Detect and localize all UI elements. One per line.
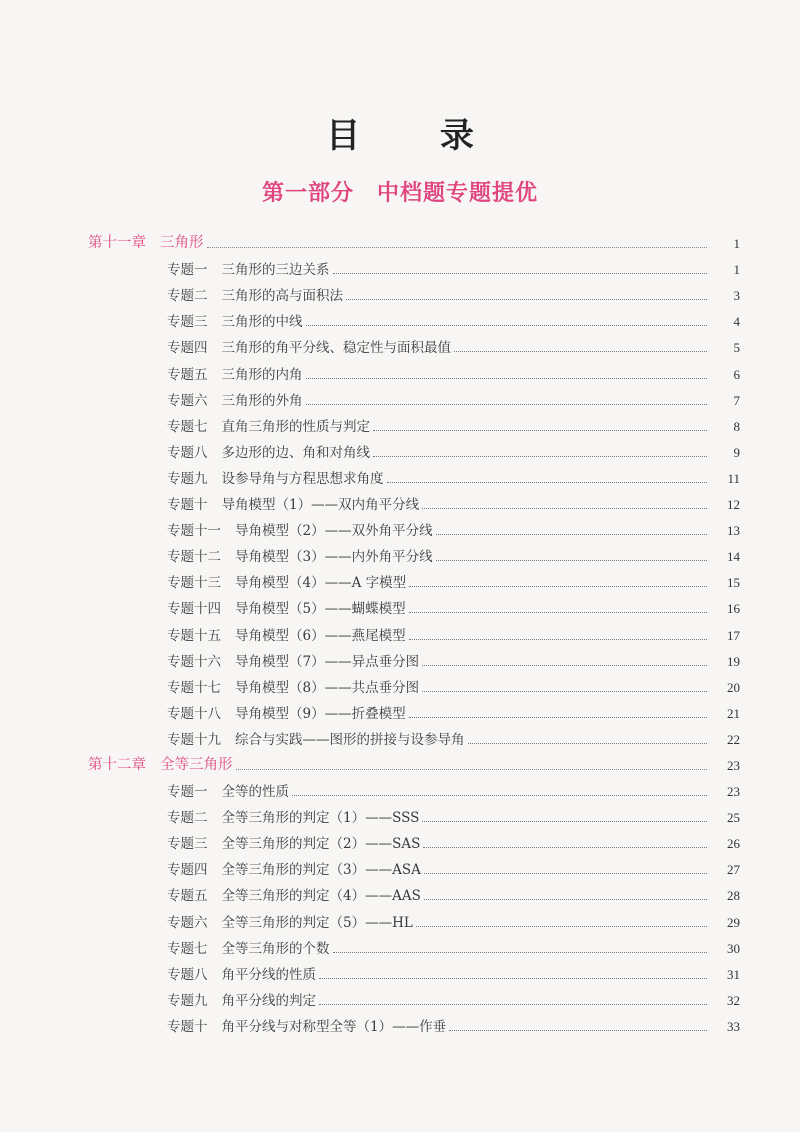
page-number: 23 [727,784,740,800]
toc-chapter-entry[interactable] [0,748,740,774]
toc-entry-label [167,310,303,330]
page-number: 5 [733,340,740,356]
page-number: 9 [733,444,740,460]
toc-entry-label [167,571,406,591]
topic-number: 专题十六 [167,653,221,670]
topic-number: 专题九 [167,470,208,487]
toc-topic-entry[interactable] [0,617,740,643]
dot-leader [333,273,708,274]
topic-name: 全等的性质 [221,784,289,801]
toc-topic-entry[interactable] [0,461,740,487]
table-of-contents [0,226,800,1035]
topic-number: 专题六 [167,914,208,931]
toc-topic-entry[interactable] [0,278,740,304]
topic-number: 专题九 [167,992,208,1009]
topic-name: 全等三角形的个数 [221,940,330,957]
page-number: 12 [727,497,740,513]
dot-leader [346,299,707,300]
dot-leader [449,1030,707,1031]
toc-entry-label [167,363,303,383]
toc-entry-label [167,284,343,304]
toc-entry-label [167,806,419,826]
page-number: 6 [733,366,740,382]
page-number: 1 [733,236,740,252]
topic-number: 专题十八 [167,705,221,722]
page-number: 21 [727,705,740,721]
toc-topic-entry[interactable] [0,826,740,852]
toc-entry-label [167,389,303,409]
chapter-number: 第十一章 [88,235,146,252]
toc-topic-entry[interactable] [0,670,740,696]
toc-topic-entry[interactable] [0,304,740,330]
topic-name: 设参导角与方程思想求角度 [221,470,384,487]
page-number: 8 [733,418,740,434]
topic-name: 导角模型（6）——燕尾模型 [235,627,406,644]
page-number: 32 [727,992,740,1008]
dot-leader [436,560,707,561]
topic-number: 专题七 [167,418,208,435]
toc-entry-label [167,989,316,1009]
topic-name: 三角形的高与面积法 [221,288,343,305]
toc-entry-label [167,1015,446,1035]
page-number: 31 [727,966,740,982]
dot-leader [333,952,708,953]
page-number: 19 [727,653,740,669]
toc-entry-label [88,231,204,252]
toc-topic-entry[interactable] [0,591,740,617]
dot-leader [373,430,707,431]
toc-entry-label [167,858,421,878]
toc-topic-entry[interactable] [0,852,740,878]
topic-number: 专题一 [167,262,208,279]
toc-topic-entry[interactable] [0,252,740,278]
toc-entry-label [167,832,420,852]
topic-name: 多边形的边、角和对角线 [221,444,370,461]
dot-leader [409,717,707,718]
page-number: 3 [733,288,740,304]
toc-entry-label [167,467,384,487]
page-number: 20 [727,679,740,695]
topic-number: 专题十七 [167,679,221,696]
dot-leader [207,247,708,248]
topic-name: 角平分线与对称型全等（1）——作垂 [221,1018,447,1035]
dot-leader [424,873,707,874]
topic-name: 全等三角形的判定（2）——SAS [221,836,421,853]
topic-number: 专题十五 [167,627,221,644]
page-title: 目 录 [326,116,508,156]
dot-leader [306,325,708,326]
toc-entry-label [167,884,421,904]
toc-topic-entry[interactable] [0,800,740,826]
topic-name: 三角形的三边关系 [221,262,330,279]
topic-name: 直角三角形的性质与判定 [221,418,370,435]
toc-entry-label [167,415,370,435]
page-number: 25 [727,810,740,826]
toc-entry-label [167,911,413,931]
toc-entry-label [167,258,330,278]
topic-name: 全等三角形的判定（5）——HL [221,914,413,931]
page-number: 26 [727,836,740,852]
toc-topic-entry[interactable] [0,774,740,800]
topic-name: 导角模型（4）——A 字模型 [235,575,407,592]
toc-topic-entry[interactable] [0,931,740,957]
toc-entry-label [167,336,451,356]
topic-name: 导角模型（3）——内外角平分线 [235,549,433,566]
dot-leader [436,534,707,535]
toc-topic-entry[interactable] [0,983,740,1009]
toc-topic-entry[interactable] [0,696,740,722]
topic-number: 专题十二 [167,549,221,566]
toc-chapter-entry[interactable] [0,226,740,252]
page-number: 13 [727,523,740,539]
topic-name: 导角模型（7）——异点垂分图 [235,653,420,670]
toc-topic-entry[interactable] [0,539,740,565]
page-number: 30 [727,940,740,956]
topic-name: 角平分线的性质 [221,966,316,983]
topic-number: 专题六 [167,392,208,409]
toc-topic-entry[interactable] [0,878,740,904]
topic-name: 全等三角形的判定（3）——ASA [221,862,421,879]
topic-number: 专题十 [167,497,208,514]
page-number: 4 [733,314,740,330]
dot-leader [236,769,708,770]
toc-topic-entry[interactable] [0,330,740,356]
topic-number: 专题四 [167,340,208,357]
dot-leader [292,795,707,796]
dot-leader [422,508,707,509]
topic-number: 专题一 [167,784,208,801]
toc-entry-label [167,676,419,696]
topic-number: 专题二 [167,288,208,305]
toc-entry-label [167,702,406,722]
topic-name: 三角形的中线 [221,314,303,331]
toc-topic-entry[interactable] [0,435,740,461]
toc-entry-label [88,753,233,774]
toc-entry-label [167,441,370,461]
dot-leader [409,586,707,587]
dot-leader [306,378,708,379]
page-number: 29 [727,914,740,930]
topic-number: 专题十一 [167,523,221,540]
toc-entry-label [167,597,406,617]
topic-number: 专题八 [167,966,208,983]
chapter-number: 第十二章 [88,756,146,773]
toc-topic-entry[interactable] [0,513,740,539]
dot-leader [422,821,707,822]
topic-name: 综合与实践——图形的拼接与设参导角 [235,731,465,748]
page-number: 23 [727,757,740,773]
topic-name: 导角模型（8）——共点垂分图 [235,679,420,696]
dot-leader [424,899,707,900]
page-number: 27 [727,862,740,878]
dot-leader [422,691,707,692]
page-number: 15 [727,575,740,591]
toc-topic-entry[interactable] [0,356,740,382]
topic-name: 三角形的外角 [221,392,303,409]
topic-number: 专题三 [167,836,208,853]
page-number: 28 [727,888,740,904]
topic-name: 全等三角形的判定（1）——SSS [221,810,420,827]
toc-topic-entry[interactable] [0,904,740,930]
toc-topic-entry[interactable] [0,722,740,748]
toc-topic-entry[interactable] [0,644,740,670]
toc-topic-entry[interactable] [0,957,740,983]
topic-number: 专题十九 [167,731,221,748]
page-number: 7 [733,392,740,408]
topic-number: 专题四 [167,862,208,879]
topic-name: 导角模型（9）——折叠模型 [235,705,406,722]
part-title: 第一部分 中档题专题提优 [261,180,538,206]
topic-number: 专题三 [167,314,208,331]
topic-name: 导角模型（1）——双内角平分线 [221,497,420,514]
toc-entry-label [167,780,289,800]
dot-leader [306,404,708,405]
toc-topic-entry[interactable] [0,565,740,591]
topic-number: 专题十 [167,1018,208,1035]
dot-leader [468,743,708,744]
topic-number: 专题七 [167,940,208,957]
toc-topic-entry[interactable] [0,409,740,435]
topic-name: 三角形的角平分线、稳定性与面积最值 [221,340,451,357]
topic-name: 三角形的内角 [221,366,303,383]
page-number: 14 [727,549,740,565]
dot-leader [387,482,708,483]
toc-entry-label [167,624,406,644]
topic-name: 导角模型（5）——蝴蝶模型 [235,601,406,618]
toc-entry-label [167,728,465,748]
toc-entry-label [167,519,433,539]
dot-leader [319,978,707,979]
topic-number: 专题二 [167,810,208,827]
page-number: 22 [727,731,740,747]
chapter-name: 三角形 [160,235,204,252]
toc-entry-label [167,963,316,983]
chapter-name: 全等三角形 [160,756,233,773]
dot-leader [373,456,707,457]
dot-leader [409,639,707,640]
topic-name: 角平分线的判定 [221,992,316,1009]
topic-number: 专题十四 [167,601,221,618]
toc-entry-label [167,937,330,957]
topic-name: 全等三角形的判定（4）——AAS [221,888,421,905]
toc-entry-label [167,545,433,565]
page-number: 11 [727,470,740,486]
toc-entry-label [167,650,419,670]
page-number: 33 [727,1018,740,1034]
topic-name: 导角模型（2）——双外角平分线 [235,523,433,540]
topic-number: 专题十三 [167,575,221,592]
page-number: 16 [727,601,740,617]
dot-leader [454,351,707,352]
toc-topic-entry[interactable] [0,487,740,513]
dot-leader [409,612,707,613]
toc-topic-entry[interactable] [0,1009,740,1035]
topic-number: 专题五 [167,366,208,383]
topic-number: 专题八 [167,444,208,461]
page-number: 17 [727,627,740,643]
toc-entry-label [167,493,419,513]
page-number: 1 [733,262,740,278]
dot-leader [319,1004,707,1005]
dot-leader [422,665,707,666]
topic-number: 专题五 [167,888,208,905]
toc-topic-entry[interactable] [0,383,740,409]
dot-leader [423,847,707,848]
dot-leader [416,926,707,927]
